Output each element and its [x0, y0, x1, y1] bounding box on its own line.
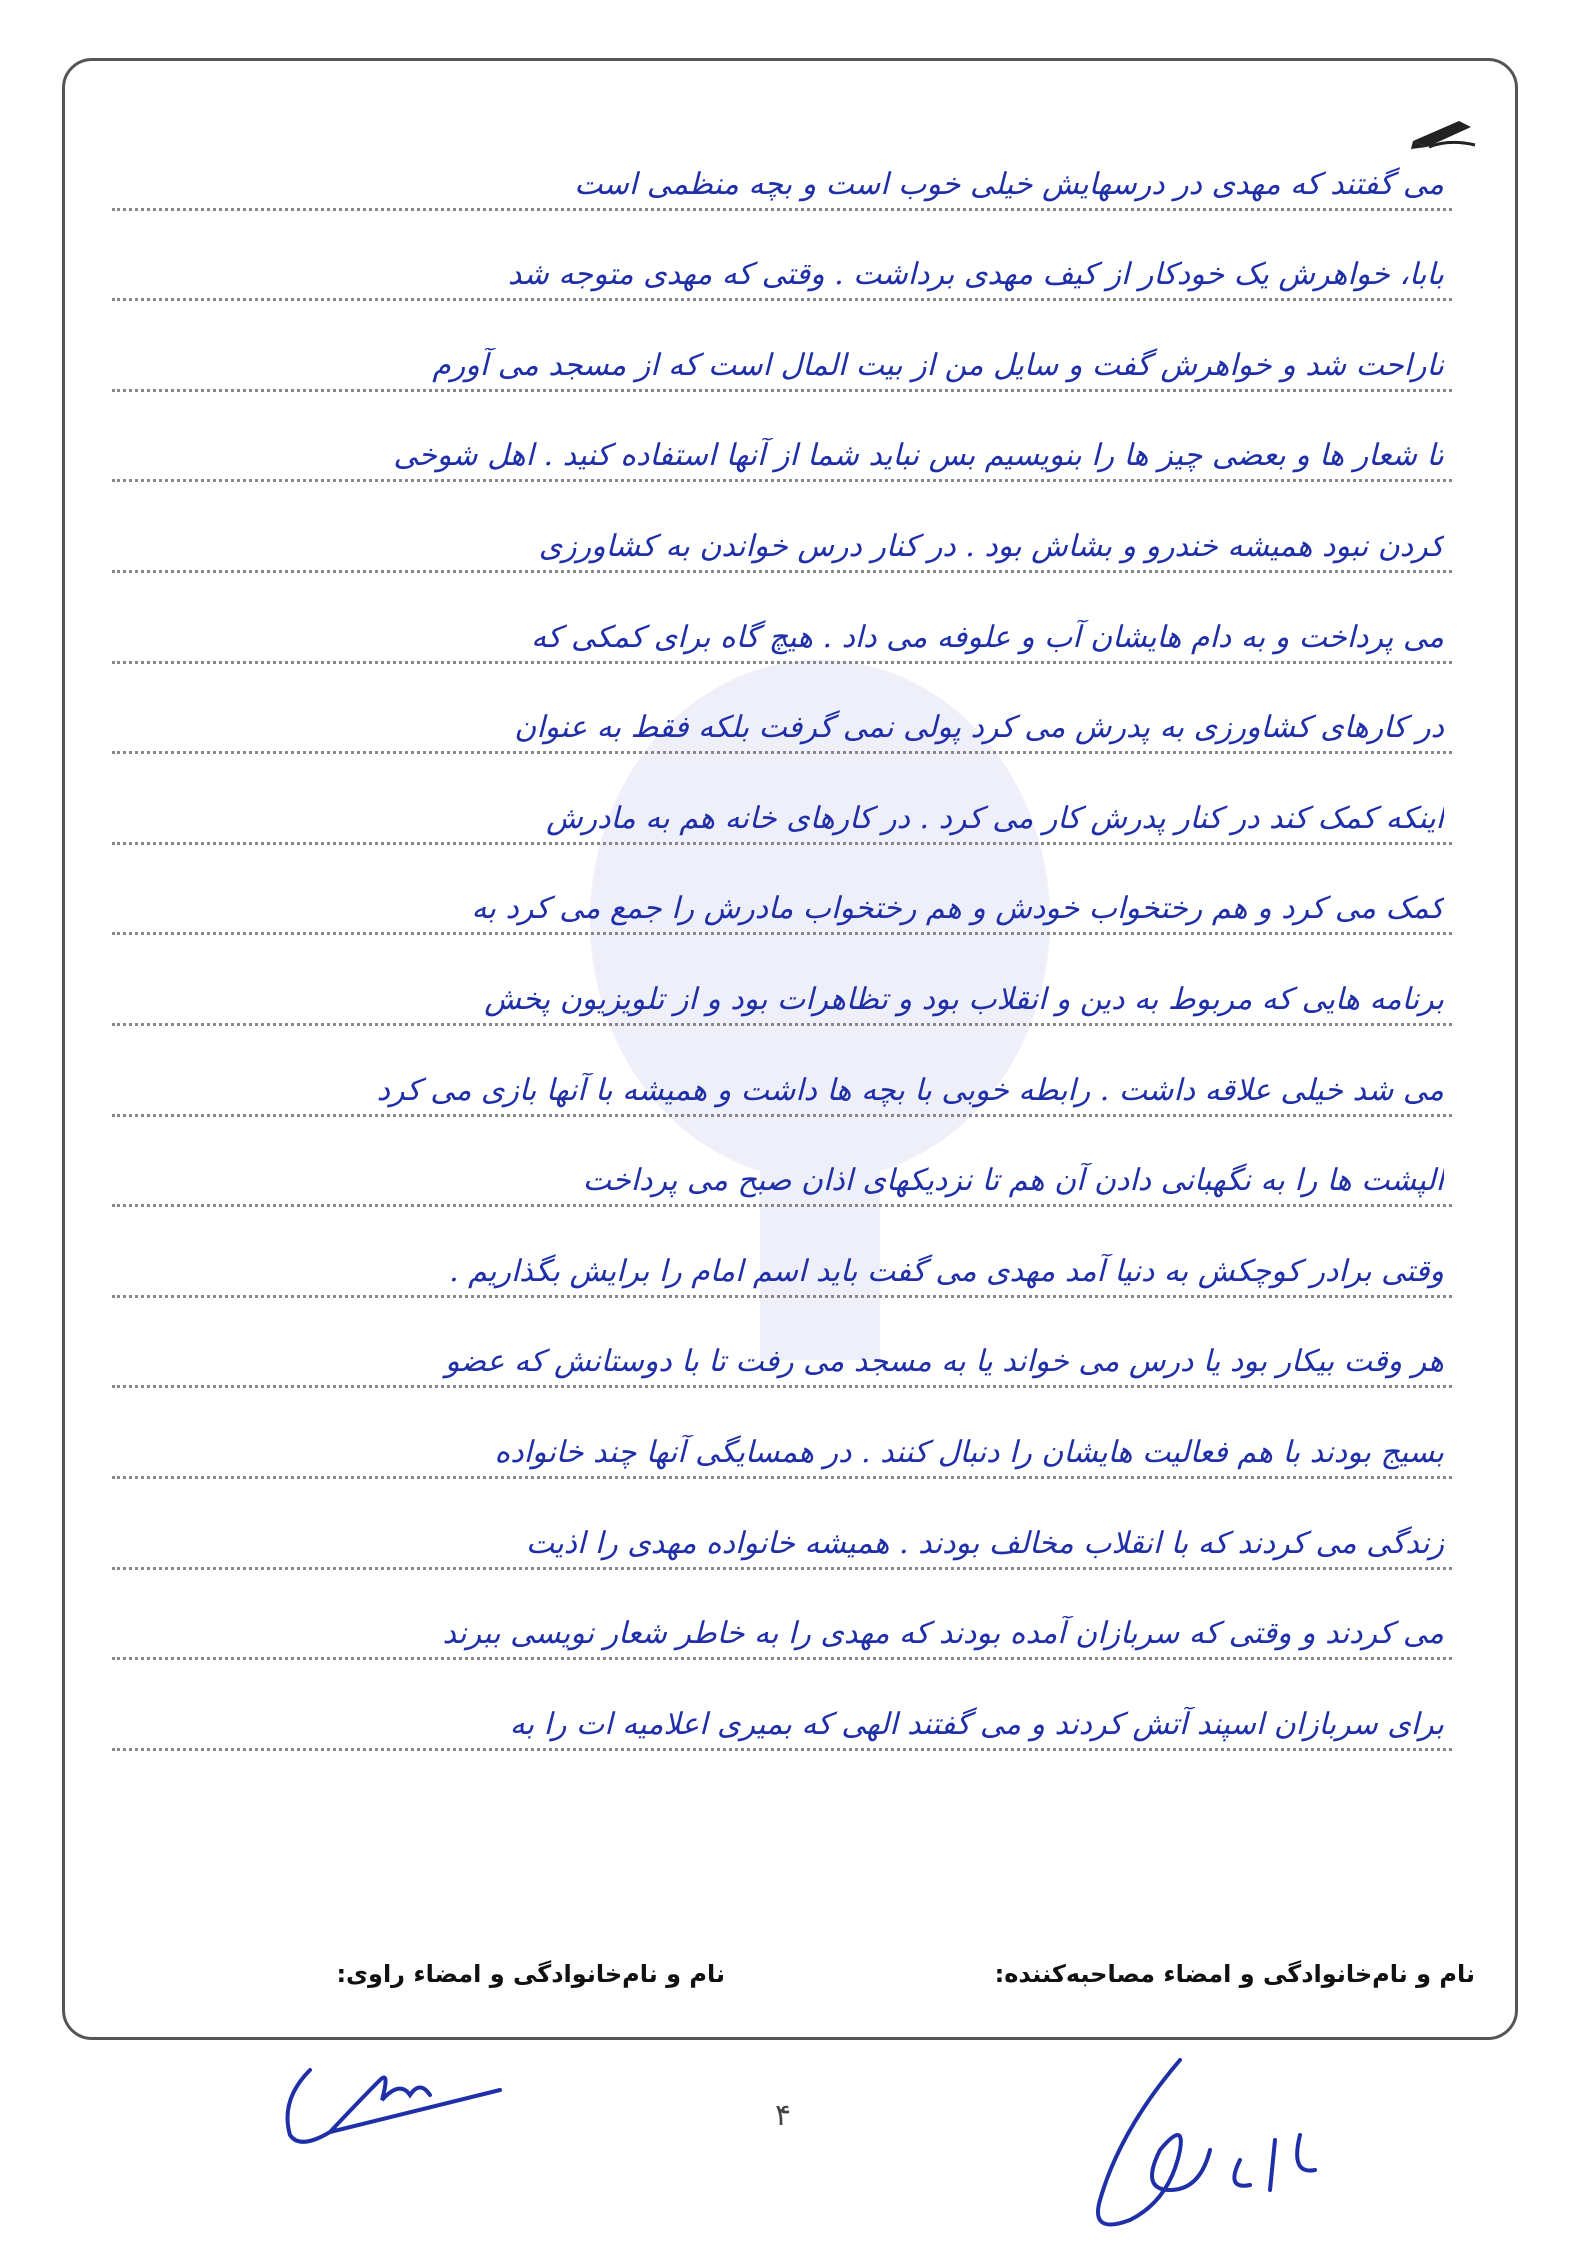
text-line — [112, 1388, 1452, 1479]
handwritten-line: در کارهای کشاورزی به پدرش می کرد پولی نمی گرفت بلکه فقط به عنوان — [514, 710, 1444, 746]
handwritten-line: کردن نبود همیشه خندرو و بشاش بود . در کنار درس خواندن به کشاورزی — [538, 528, 1444, 564]
handwritten-line: اینکه کمک کند در کنار پدرش کار می کرد . در کارهای خانه هم به مادرش — [546, 800, 1444, 836]
handwritten-line: الپشت ها را به نگهبانی دادن آن هم تا نزدیکهای اذان صبح می پرداخت — [582, 1163, 1444, 1199]
text-line — [112, 301, 1452, 392]
text-line — [112, 935, 1452, 1026]
handwritten-line: کمک می کرد و هم رختخواب خودش و هم رختخواب مادرش را جمع می کرد به — [471, 891, 1444, 927]
handwritten-line: برنامه هایی که مربوط به دین و انقلاب بود و تظاهرات بود و از تلویزیون پخش — [484, 981, 1444, 1017]
text-line — [112, 664, 1452, 755]
narrator-signature-label: نام و نام‌خانوادگی و امضاء راوی: — [336, 1960, 725, 1988]
text-line — [112, 1570, 1452, 1661]
interviewer-signature — [1060, 2040, 1340, 2240]
text-line — [112, 754, 1452, 845]
handwritten-line: بسیج بودند با هم فعالیت هایشان را دنبال کنند . در همسایگی آنها چند خانواده — [494, 1434, 1444, 1470]
handwritten-line: وقتی برادر کوچکش به دنیا آمد مهدی می گفت باید اسم امام را برایش بگذاریم . — [449, 1253, 1444, 1289]
text-line — [112, 211, 1452, 302]
text-line — [112, 1660, 1452, 1751]
text-line — [112, 845, 1452, 936]
handwritten-line: ناراحت شد و خواهرش گفت و سایل من از بیت المال است که از مسجد می آورم — [432, 347, 1444, 383]
text-line — [112, 120, 1452, 211]
text-line — [112, 1026, 1452, 1117]
signature-footer — [90, 1960, 1495, 2000]
handwritten-body — [112, 120, 1452, 1751]
handwritten-line: می شد خیلی علاقه داشت . رابطه خوبی با بچه ها داشت و همیشه با آنها بازی می کرد — [376, 1072, 1444, 1108]
narrator-signature — [270, 2040, 520, 2160]
text-line — [112, 1207, 1452, 1298]
handwritten-line: می گفتند که مهدی در درسهایش خیلی خوب است و بچه منظمی است — [574, 166, 1444, 202]
text-line — [112, 1479, 1452, 1570]
handwritten-line: هر وقت بیکار بود یا درس می خواند یا به مسجد می رفت تا با دوستانش که عضو — [445, 1344, 1444, 1380]
handwritten-line: می کردند و وقتی که سربازان آمده بودند که مهدی را به خاطر شعار نویسی ببرند — [442, 1616, 1444, 1652]
text-line — [112, 482, 1452, 573]
handwritten-line: تا شعار ها و بعضی چیز ها را بنویسیم بس نباید شما از آنها استفاده کنید . اهل شوخی — [393, 438, 1444, 474]
handwritten-line: برای سربازان اسپند آتش کردند و می گفتند الهی که بمیری اعلامیه ات را به — [509, 1706, 1444, 1742]
text-line — [112, 1298, 1452, 1389]
text-line — [112, 573, 1452, 664]
handwritten-line: زندگی می کردند که با انقلاب مخالف بودند . همیشه خانواده مهدی را اذیت — [525, 1525, 1444, 1561]
handwritten-line: بابا، خواهرش یک خودکار از کیف مهدی برداشت . وقتی که مهدی متوجه شد — [507, 257, 1444, 293]
interviewer-signature-label: نام و نام‌خانوادگی و امضاء مصاحبه‌کننده: — [994, 1960, 1475, 1988]
page-number: ۴ — [775, 2098, 792, 2133]
text-line — [112, 1117, 1452, 1208]
handwritten-line: می پرداخت و به دام هایشان آب و علوفه می داد . هیچ گاه برای کمکی که — [531, 619, 1444, 655]
text-line — [112, 392, 1452, 483]
